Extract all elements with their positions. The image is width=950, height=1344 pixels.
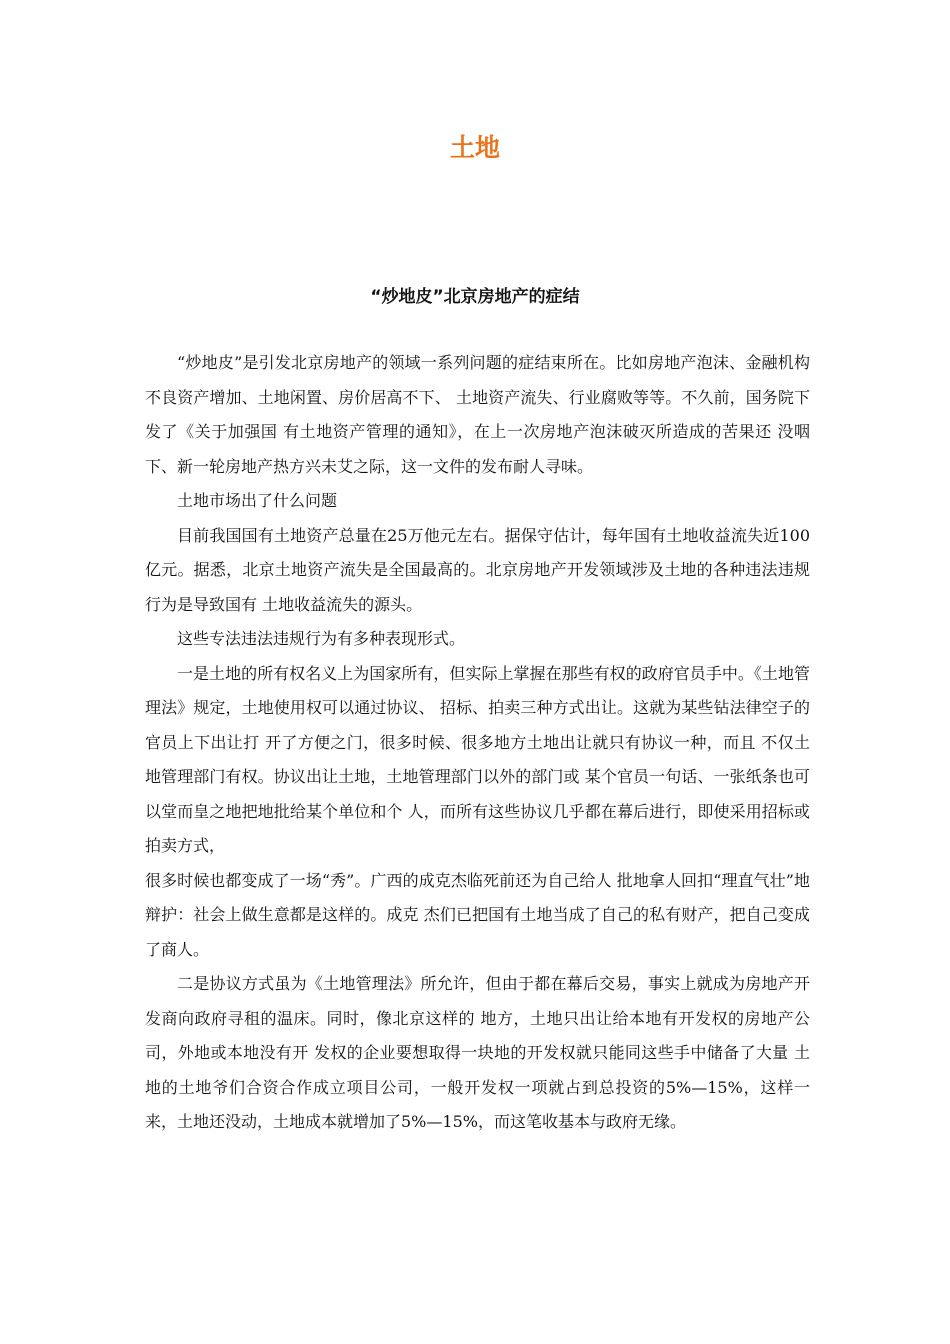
paragraph-point-one-continued: 很多时候也都变成了一场“秀”。广西的成克杰临死前还为自己给人 批地拿人回扣“理直气壮”地辩护：社会上做生意都是这样的。成克 杰们已把国有土地当成了自己的私有财产，把自己变成了商人。 xyxy=(145,870,810,959)
page-title: 土地 xyxy=(449,133,500,162)
paragraph-intro: “炒地皮”是引发北京房地产的领域一系列问题的症结束所在。比如房地产泡沫、金融机构不良资产增加、土地闲置、房价居高不下、 土地资产流失、行业腐败等等。不久前，国务院下发了《关于加强国 有土地资产管理的通知》，在上一次房地产泡沫破灭所造成的苦果还 没咽下、新一轮房地产热方兴未艾之际，这一文件的发布耐人寻味。 xyxy=(145,353,810,476)
article-body xyxy=(145,346,810,1140)
paragraph-land-loss: 目前我国国有土地资产总量在25万他元左右。据保守估计，每年国有土地收益流失近100亿元。据悉，北京土地资产流失是全国最高的。北京房地产开发领域涉及土地的各种违法违规行为是导致国有 土地收益流失的源头。 xyxy=(145,525,810,614)
paragraph-point-two: 二是协议方式虽为《土地管理法》所允许，但由于都在幕后交易，事实上就成为房地产开发商向政府寻租的温床。同时，像北京这样的 地方，土地只出让给本地有开发权的房地产公司，外地或本地没有开 发权的企业要想取得一块地的开发权就只能同这些手中储备了大量 土地的土地爷们合资合作成立项目公司，一般开发权一项就占到总投资的5%—15%，这样一来，土地还没动，土地成本就增加了5%—15%，而这笔收基本与政府无缘。 xyxy=(145,974,810,1131)
section-heading: 土地市场出了什么问题 xyxy=(177,491,338,510)
article-heading: “炒地皮”北京房地产的症结 xyxy=(370,287,580,307)
paragraph-forms: 这些专法违法违规行为有多种表现形式。 xyxy=(177,629,466,648)
paragraph-point-one: 一是土地的所有权名义上为国家所有，但实际上掌握在那些有权的政府官员手中。《土地管理法》规定，土地使用权可以通过协议、 招标、拍卖三种方式出让。这就为某些钻法律空子的官员上下出让打 开了方便之门，很多时候、很多地方土地出让就只有协议一种，而且 不仅土地管理部门有权。协议出让土地，土地管理部门以外的部门或 某个官员一句话、一张纸条也可以堂而皇之地把地批给某个单位和个 人，而所有这些协议几乎都在幕后进行，即使采用招标或拍卖方式， xyxy=(145,663,810,855)
